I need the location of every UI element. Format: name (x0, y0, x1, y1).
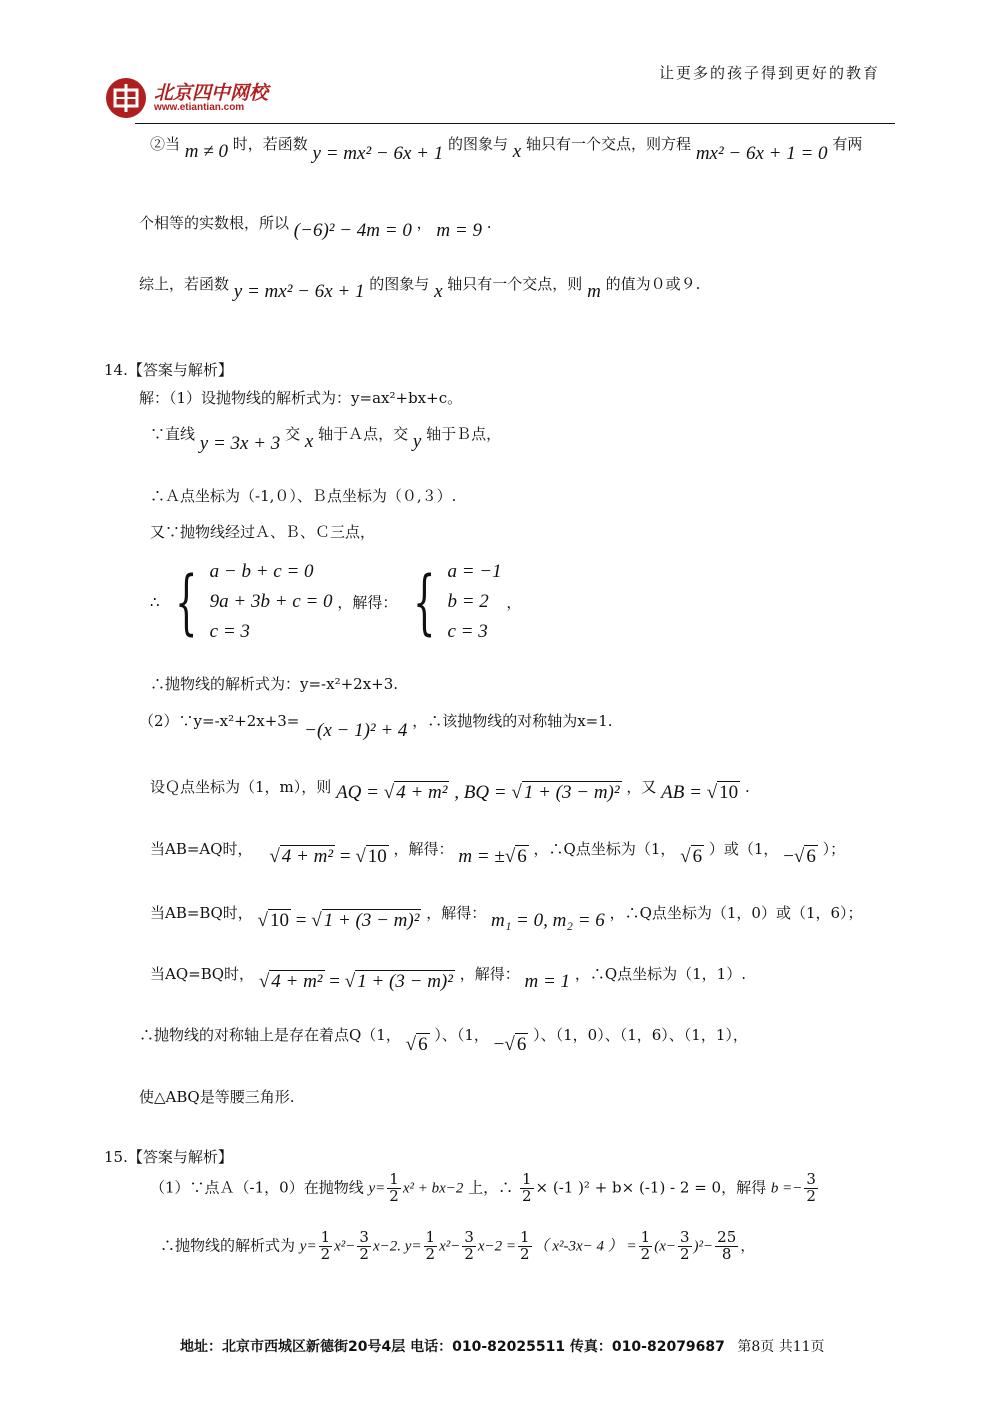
system-2: a = −1 b = 2 c = 3 (447, 561, 502, 642)
math-expr: y = mx² − 6x + 1 (312, 143, 444, 164)
text-line: ②当 m ≠ 0 时，若函数 y = mx² − 6x + 1 的图象与 x 轴只有一个交点，则方程 mx² − 6x + 1 = 0 有两 (150, 135, 863, 164)
math-expr: y (412, 431, 422, 452)
text-line: ∴抛物线的解析式为：y=-x²+2x+3. (150, 675, 399, 693)
fraction: $\frac{3}{2}$ (679, 1228, 690, 1263)
fraction: $\frac{1}{2}$ (425, 1228, 436, 1263)
footer (180, 1336, 825, 1356)
logo-url: www.etiantian.com (154, 102, 245, 113)
math-expr: (−6)² − 4m = 0 (293, 220, 412, 241)
text-line: ∴抛物线的解析式为 y= $\frac{1}{2}$ x²− $\frac{3}{2}$ x−2. y= $\frac{1}{2}$ x²− $\frac{3}{2}$ x−2 = $\frac{1}{2}$ （ x²-3x− 4 ） = $\frac{1}{2}$ (x− $\frac{3}{2}$ )²− $\frac{25}{8}$ ， (160, 1228, 756, 1263)
fraction: $\frac{1}{2}$ (521, 1170, 532, 1205)
text-line: 解：（1）设抛物线的解析式为：y=ax²+bx+c。 (139, 389, 463, 407)
fraction: $\frac{1}{2}$ (389, 1170, 399, 1205)
footer-page: 第8页 共11页 (737, 1339, 825, 1355)
math-expr: x (434, 281, 443, 302)
brace: { (175, 561, 198, 643)
text-line: 当AB=BQ时， √ 10 = √ 1 + (3 − m)² ，解得： m₁ = 0, m₂ = 6 ，∴Q点坐标为（1，0）或（1，6）； (150, 904, 863, 931)
fraction: $\frac{3}{2}$ (464, 1228, 474, 1263)
equation-systems: ∴ { a − b + c = 0 9a + 3b + c = 0 c = 3 ，解得： { a = −1 b = 2 c = 3 ， (150, 557, 521, 647)
fraction: $\frac{25}{8}$ (717, 1228, 737, 1263)
slogan: 让更多的孩子得到更好的教育 (659, 64, 881, 82)
logo (104, 76, 294, 118)
logo-emblem-icon (104, 76, 148, 120)
fraction: $\frac{1}{2}$ (640, 1228, 651, 1263)
math-expr: m = 9 (436, 220, 482, 241)
text-line: 又∵抛物线经过Ａ、Ｂ、Ｃ三点， (150, 523, 376, 541)
math-expr: y = mx² − 6x + 1 (233, 281, 365, 302)
math-expr: mx² − 6x + 1 = 0 (695, 143, 828, 164)
text-line: ∵直线 y = 3x + 3 交 x 轴于Ａ点，交 y 轴于Ｂ点， (150, 425, 502, 454)
text-line: 当AB=AQ时， √ 4 + m² = √ 10 ，解得： m = ±√ 6 ，∴Q点坐标为（1， √ 6 ）或（1， −√ 6 ）； (150, 840, 846, 867)
text-line: （2）∵y=-x²+2x+3= −(x − 1)² + 4 ，∴该抛物线的对称轴为x=1. (139, 712, 613, 741)
math-expr: −(x − 1)² + 4 (304, 720, 408, 741)
question-title: 14.【答案与解析】 (104, 361, 233, 379)
footer-address: 地址：北京市西城区新德街20号4层 电话：010-82025511 传真：010-82079687 (180, 1339, 725, 1355)
fraction: $\frac{1}{2}$ (520, 1228, 530, 1263)
text-line: ∴抛物线的对称轴上是存在着点Q（1， √ 6 ）、（1， −√ 6 ）、（1，0）、（1，6）、（1，1）， (139, 1026, 748, 1055)
text-line: 个相等的实数根，所以 (−6)² − 4m = 0 ， m = 9 . (139, 214, 492, 241)
fraction: $\frac{3}{2}$ (359, 1228, 369, 1263)
math-expr: x (512, 141, 522, 162)
math-expr: m (587, 281, 601, 302)
text-line: 综上，若函数 y = mx² − 6x + 1 的图象与 x 轴只有一个交点，则 m 的值为０或９. (139, 275, 701, 302)
math-expr: x (304, 431, 314, 452)
text-line: 设Ｑ点坐标为（1，m），则 AQ = √ 4 + m² , BQ = √ 1 + (3 − m)² ，又 AB = √ 10 . (150, 778, 750, 803)
text-line: 当AQ=BQ时， √ 4 + m² = √ 1 + (3 − m)² ，解得： m = 1 ，∴Q点坐标为（1，1）. (150, 965, 746, 992)
logo-text: 北京四中网校 (154, 82, 269, 104)
text-line: 使△ABQ是等腰三角形. (139, 1088, 295, 1106)
fraction: $\frac{1}{2}$ (320, 1228, 331, 1263)
math-expr: y = 3x + 3 (199, 433, 281, 454)
question-title: 15.【答案与解析】 (104, 1148, 233, 1166)
text-line: （1）∵点Ａ（-1，0）在抛物线 y= $\frac{1}{2}$ x² + bx−2 上，∴ $\frac{1}{2}$ × (-1 )² + b× (-1) - 2 = 0，解得 b =− $\frac{3}{2}$ (150, 1170, 816, 1205)
system-1: a − b + c = 0 9a + 3b + c = 0 c = 3 (209, 561, 333, 642)
brace: { (413, 561, 436, 643)
header-rule (135, 123, 895, 124)
math-expr: m ≠ 0 (184, 141, 228, 162)
text-line: ∴Ａ点坐标为（-1,０）、Ｂ点坐标为（０,３）. (150, 487, 457, 505)
fraction: $\frac{3}{2}$ (806, 1170, 816, 1205)
